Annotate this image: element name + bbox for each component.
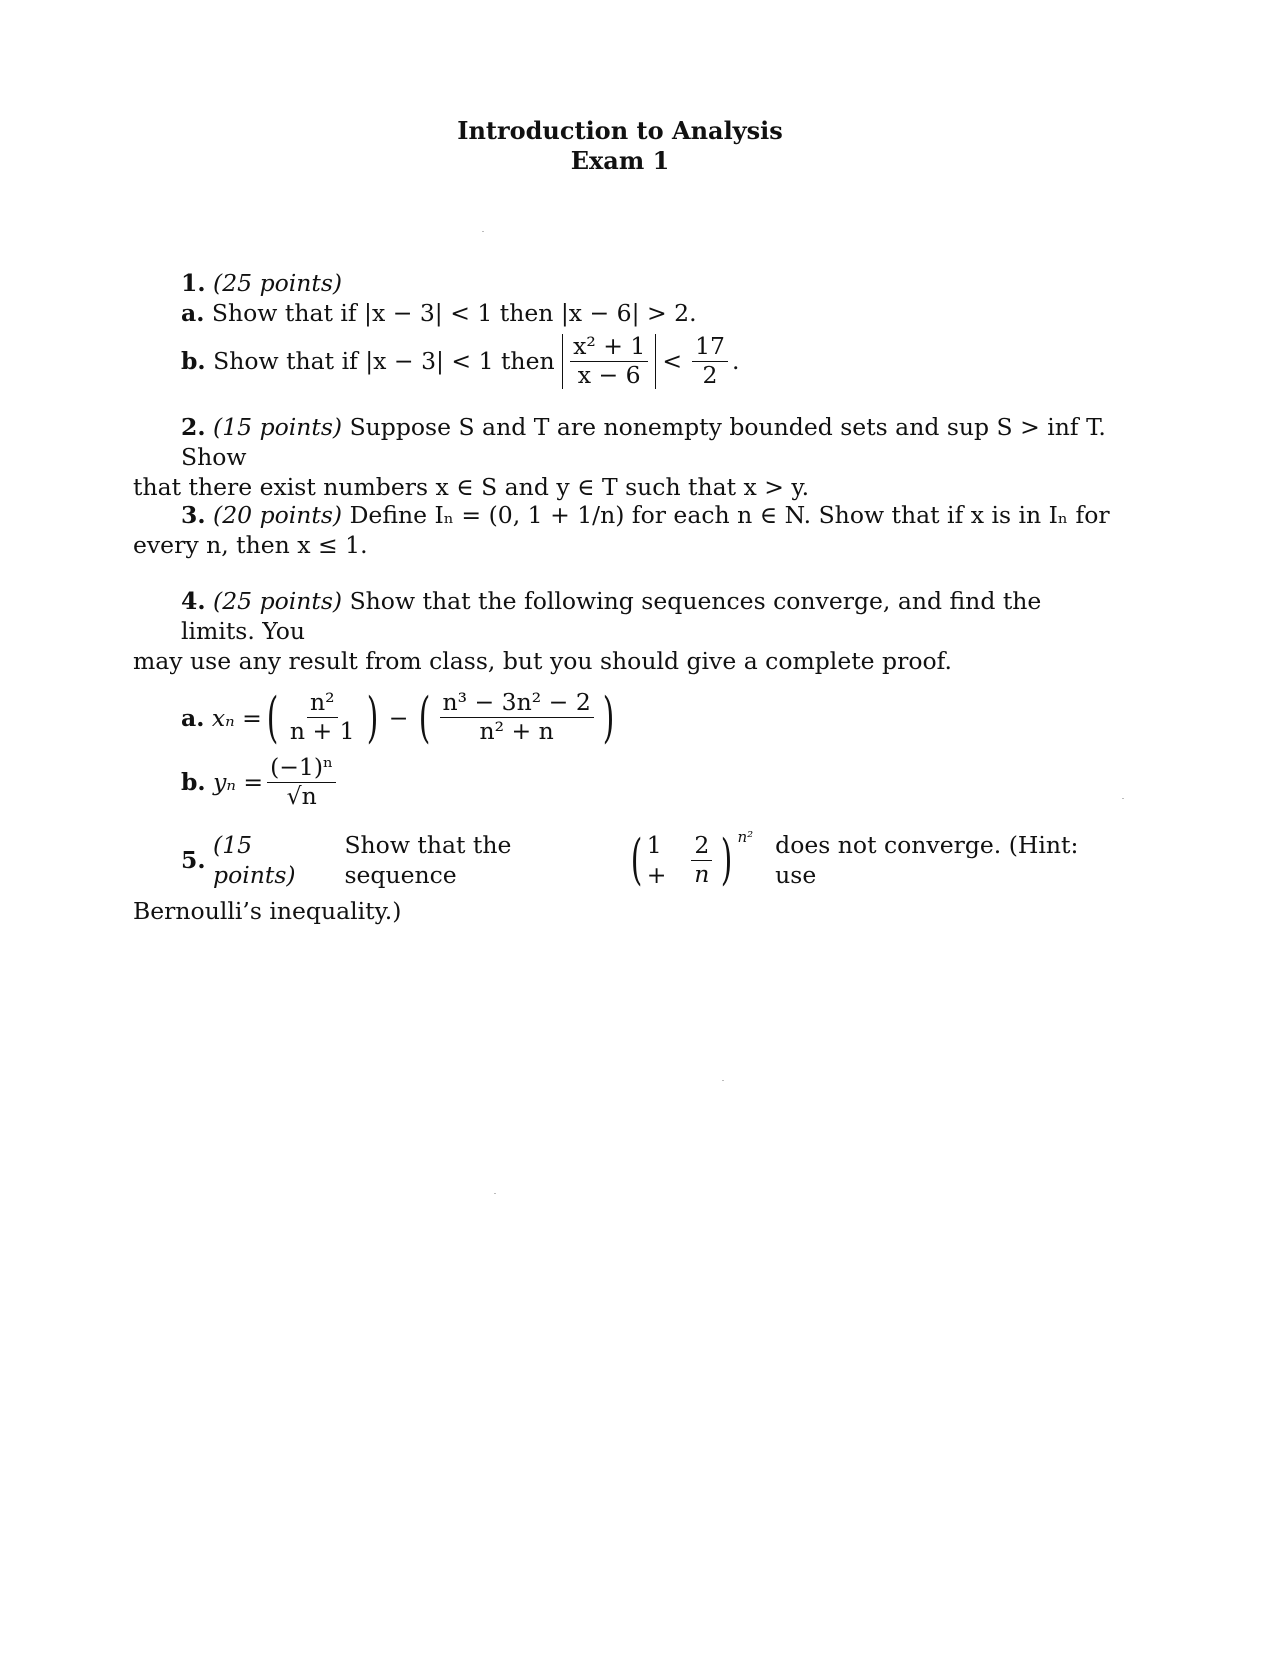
problem-3-text-2: every n, then x ≤ 1. xyxy=(133,531,368,560)
problem-4a-f1-numerator: n² xyxy=(307,690,338,718)
problem-2 xyxy=(133,412,1113,502)
exam-title: Introduction to Analysis xyxy=(457,116,783,145)
problem-5-points: (15 points) xyxy=(213,831,296,890)
problem-1a-text: Show that if |x − 3| < 1 then |x − 6| > 2. xyxy=(211,299,697,328)
problem-4a-paren-open-2: ( xyxy=(419,685,431,749)
problem-4a xyxy=(133,685,1113,749)
problem-1b-text: Show that if |x − 3| < 1 then xyxy=(213,347,555,376)
problem-4a-paren-close-2: ) xyxy=(602,685,615,749)
problem-5-exponent: n² xyxy=(737,828,754,847)
problem-5-paren-open: ( xyxy=(630,828,643,892)
problem-5-text-3: Bernoulli’s inequality.) xyxy=(133,897,402,926)
problem-2-number: 2. xyxy=(181,413,206,441)
problem-3 xyxy=(133,500,1113,560)
problem-4a-label: a. xyxy=(181,703,205,732)
problem-5-expr-numerator: 2 xyxy=(691,833,712,861)
problem-5-paren-close: ) xyxy=(721,828,733,892)
problem-1a xyxy=(133,298,1113,328)
problem-5-number: 5. xyxy=(181,846,206,875)
problem-3-text-1: Define Iₙ = (0, 1 + 1/n) for each n ∈ N. Show that if x is in Iₙ for xyxy=(349,501,1110,529)
problem-4-text-1: Show that the following sequences converge, and find the limits. You xyxy=(181,587,1042,646)
problem-4a-f1-denominator: n + 1 xyxy=(289,717,355,746)
scan-speck xyxy=(1122,798,1124,799)
problem-4b xyxy=(133,752,1113,810)
problem-1-points: (25 points) xyxy=(213,269,343,297)
problem-4 xyxy=(133,586,1113,810)
problem-4-number: 4. xyxy=(181,587,206,615)
problem-2-points: (15 points) xyxy=(213,413,343,441)
problem-2-text-1: Suppose S and T are nonempty bounded sets and sup S > inf T. Show xyxy=(181,413,1106,472)
problem-2-text-2: that there exist numbers x ∈ S and y ∈ T such that x > y. xyxy=(133,473,810,502)
problem-5-text-2: does not converge. (Hint: use xyxy=(775,831,1079,890)
problem-4-text-2: may use any result from class, but you should give a complete proof. xyxy=(133,647,952,676)
problem-5-expr-one: 1 + xyxy=(646,831,667,890)
problem-5-text-1: Show that the sequence xyxy=(344,831,512,890)
problem-5-expr-denominator: n xyxy=(694,859,710,888)
problem-1b-period: . xyxy=(731,347,740,376)
problem-3-points: (20 points) xyxy=(213,501,343,529)
problem-4b-numerator: (−1)ⁿ xyxy=(267,755,336,783)
problem-4a-paren-open-1: ( xyxy=(266,685,279,749)
problem-1b-label: b. xyxy=(181,347,206,376)
problem-4a-minus: − xyxy=(388,703,409,732)
problem-1b-rhs-denominator: 2 xyxy=(702,361,718,389)
problem-4a-f2-numerator: n³ − 3n² − 2 xyxy=(440,690,594,718)
problem-4a-paren-close-1: ) xyxy=(366,685,378,749)
problem-4a-f2-denominator: n² + n xyxy=(479,717,554,746)
problem-4a-lhs: xₙ = xyxy=(211,703,262,732)
problem-4-points: (25 points) xyxy=(213,587,343,615)
problem-1b-abs xyxy=(562,334,656,389)
problem-1-number: 1. xyxy=(181,269,206,297)
scan-speck xyxy=(482,231,484,232)
scan-speck xyxy=(494,1193,496,1194)
scan-speck xyxy=(722,1080,724,1081)
problem-4b-label: b. xyxy=(181,768,206,797)
problem-5 xyxy=(133,830,1113,926)
problem-1b-numerator: x² + 1 xyxy=(570,334,648,362)
exam-header xyxy=(0,116,1240,176)
problem-4b-lhs: yₙ = xyxy=(213,768,264,797)
exam-subtitle: Exam 1 xyxy=(570,146,670,175)
problem-4b-denominator: √n xyxy=(286,781,317,810)
problem-3-number: 3. xyxy=(181,501,206,529)
problem-1a-label: a. xyxy=(181,299,205,328)
problem-1b-lt: < xyxy=(662,347,683,376)
problem-1b xyxy=(133,334,1113,389)
problem-1 xyxy=(133,268,1113,389)
problem-1b-denominator: x − 6 xyxy=(577,361,641,389)
problem-1b-rhs-numerator: 17 xyxy=(692,334,728,362)
